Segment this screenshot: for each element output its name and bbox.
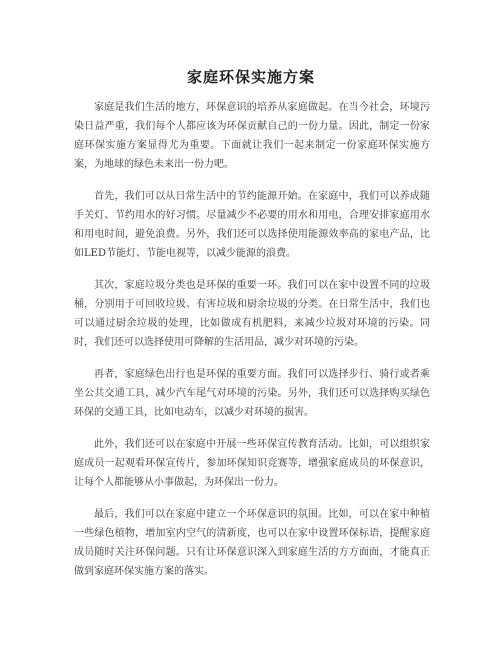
paragraph-education: 此外，我们还可以在家庭中开展一些环保宣传教育活动。比如，可以组织家庭成员一起观看环保宣传片，参加环保知识竞赛等，增强家庭成员的环保意识，让每个人都能够从小事做起，为环保出一份力。 [74, 439, 430, 488]
paragraph-green-travel: 再者，家庭绿色出行也是环保的重要方面。我们可以选择步行、骑行或者乘坐公共交通工具，减少汽车尾气对环境的污染。另外，我们还可以选择购买绿色环保的交通工具，比如电动车，以减少对环境的损害。 [74, 369, 430, 418]
paragraph-energy-saving: 首先，我们可以从日常生活中的节约能源开始。在家庭中，我们可以养成随手关灯、节约用水的好习惯。尽量减少不必要的用水和用电，合理安排家庭用水和用电时间，避免浪费。另外，我们还可以选择使用能源效率高的家电产品，比如LED节能灯、节能电视等，以减少能源的浪费。 [74, 191, 430, 259]
paragraph-atmosphere: 最后，我们可以在家庭中建立一个环保意识的氛围。比如，可以在家中种植一些绿色植物，增加室内空气的清新度，也可以在家中设置环保标语，提醒家庭成员随时关注环保问题。只有让环保意识深入到家庭生活的方方面面，才能真正做到家庭环保实施方案的落实。 [74, 509, 430, 577]
paragraph-intro: 家庭是我们生活的地方，环保意识的培养从家庭做起。在当今社会，环境污染日益严重，我们每个人都应该为环保贡献自己的一份力量。因此，制定一份家庭环保实施方案显得尤为重要。下面就让我们一起来制定一份家庭环保实施方案，为地球的绿色未来出一份力吧。 [74, 102, 430, 170]
paragraph-waste-sorting: 其次，家庭垃圾分类也是环保的重要一环。我们可以在家中设置不同的垃圾桶，分别用于可回收垃圾、有害垃圾和厨余垃圾的分类。在日常生活中，我们也可以通过厨余垃圾的处理，比如做成有机肥料，来减少垃圾对环境的污染。同时，我们还可以选择使用可降解的生活用品，减少对环境的污染。 [74, 280, 430, 348]
document-body [74, 98, 430, 594]
document-title: 家庭环保实施方案 [186, 68, 315, 86]
